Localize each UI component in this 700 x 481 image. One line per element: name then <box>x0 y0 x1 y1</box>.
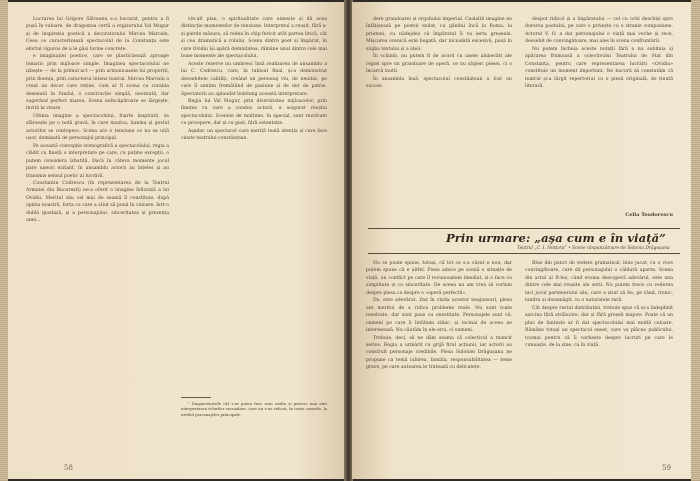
page-number-right: 59 <box>662 464 671 472</box>
footnote-block <box>181 394 327 417</box>
paragraph: Nu se poate spune, totuși, că tot ce s-a văzut e nou; dar putem spune că e altfel. Piesa aduce pe scenă o situație de viață, un conflict pe care îl recunoaștem imediat, și o face cu simplitate și cu sinceritate. De aceea nu am vrea să vorbim despre piesa ca despre o «operă perfectă». <box>366 261 512 296</box>
paragraph: Ultima imagine a spectacolului, foarte inspirată, se sfârșește pe o notă gravă, în care muzica, lumina și gestul actorilor se contopesc. Scena are o tensiune ce nu se uită ușor, dominată de personajul principal. <box>26 113 169 142</box>
paragraph: Da, este adevărat. Dar în ciuda acestor neajunsuri, piesa are meritul de a ridica probleme reale. Nu sunt toate rezolvate, dar sunt puse cu onestitate. Personajele sunt vii, oameni pe care îi întâlnim zilnic, și tocmai de aceea ne interesează. Nu căutăm în ele eroi, ci oameni. <box>366 298 512 334</box>
author-signature: Cella Teodorescu <box>625 212 673 218</box>
right-column-1-top <box>366 16 512 91</box>
article-subheading: Teatrul „C. I. Nottara” • Scene răspunzătoare de Sidonia Drăgușanu <box>517 246 670 251</box>
paragraph: Aceste rezerve nu umbresc însă realizarea de ansamblu a lui C. Codrescu, care, în tabloul final, și-a demonstrat deosebitele calități, creând un personaj viu, de neuitat, pe care îl simțim fremătând de pasiune și de dor de patrie. Spectatorii au aplaudat îndelung această interpretare. <box>181 61 327 97</box>
right-page <box>352 2 691 479</box>
left-column-1 <box>26 16 169 225</box>
left-page <box>8 2 345 479</box>
paragraph: Trebuie, deci, să ne dăm seama că colectivul a muncit serios. Regia a urmărit cu grijă firul acțiunii, iar actorii au construit personaje credibile. Piesa Sidoniei Drăgușanu ne propune ca temă iubirea, familia, responsabilitatea — teme grave, pe care autoarea le tratează cu delicatețe. <box>366 335 512 371</box>
paragraph: În ansamblu însă, spectacolul constănțean a fost un succes. <box>366 76 512 90</box>
paragraph: despot ridicol și a împăratului — cel cu ochi deschiși spre durerea poetului, pe care o privește cu o stranie compasiune. Actorul V. O. a dat personajului o viață mai veche și rece, deosebit de convingătoare, mai ales în scena confruntării. <box>525 17 673 45</box>
left-column-2 <box>181 16 327 143</box>
right-column-2-top <box>525 16 673 91</box>
paragraph: Regia lui Val Mugur, prin diversitatea mijloacelor, prin finețea cu care a condus actorii, a asigurat reușita spectacolului. Scenele de mulțime, în special, sunt rezolvate cu pricepere, dar și cu gust, fără ostentație. <box>181 98 327 127</box>
paragraph: dere grandoarei și orgoliului imperial. Cealaltă imagine ne înfățișează pe poetul exilat, cu gândul încă la Roma, la prieteni, cu nădejdea că împăratul îi va ierta greșeala. Mișcarea scenică este bogată, dar niciodată excesivă, pusă în slujba textului și a ideii. <box>366 17 512 52</box>
page-edge-left <box>0 0 8 481</box>
paragraph: Pe această concepție scenografică a spectacolului, regia a clădit cu fineță o interpretare pe care, cu puține excepții, o putem considera izbutită. Dacă în câteva momente jocul pare uneori ezitant, în ansamblu actorii au înțeles și au transmis sensul poetic al lucrării. <box>26 143 169 179</box>
page-number-left: 58 <box>64 464 73 472</box>
paragraph: Cât despre restul distribuției, trebuie spus că și-a îndeplinit sarcina fără strălucire, dar și fără greșeli majore. Poate că un plus de fantezie ar fi dat spectacolului mai multă culoare. Rămâne totuși un spectacol onest, care va plăcea publicului, tocmai pentru că îi vorbește despre lucruri pe care le cunoaște, de la sine, ca în viață. <box>525 305 673 348</box>
heading-rule-top <box>368 228 680 229</box>
paragraph: Nu putem încheia aceste notații fără a nu sublinia și apărarea frumoasă a colectivului Teatrului de Stat din Constanța, pentru care reprezentarea lucrării «Ovidiu» constituie un moment important. Ne bucură să constatăm că teatrul și-a lărgit repertoriul cu o piesă originală, de ținută literară. <box>525 46 673 90</box>
heading-rule-bottom <box>368 253 680 254</box>
paragraph: e imaginației poetice, care se plasticizează aproape tematic prin mijloace simple. Imaginea spectacolului ne izbește — de la primul act — prin armonioasele lui proporții, prin fluența, prin caracterul intens teatral. Mircea Marosin a creat un decor care reține, cum ar fi scena cu corabia desenată în fundal, o construcție simplă, neornată, dar sugerând perfect marea. Scena neîncăpătoare se lărgește, invită la visare. <box>26 54 169 112</box>
paragraph: vin-alt plan, o spiritualitate care uimește și dă acea distincție momentelor de tensiune. Interpretul a reușit, fără a-și pierde măsura, să redea în chip fericit atât partea lirică, cât și cea dramatică a rolului. Scena dintre poet și împărat, în care Ovidiu își apără demnitatea, rămâne unul dintre cele mai bune momente ale spectacolului. <box>181 17 327 60</box>
page-edge-right <box>691 0 700 481</box>
right-column-1-bottom <box>366 260 512 372</box>
paragraph: Constantin Codrescu (în reprezentarea de la Teatrul Armatei din București) ne-a oferit o imagine înfiorată a lui Ovidiu. Meritul său cel mai de seamă îl constituie, după opinia noastră, forța cu care a știut să pună în valoare, într-o dublă ipostază, și a personajului, sinceritatea și prezența unei... <box>26 180 169 224</box>
footnote-rule <box>181 397 211 398</box>
paragraph: Blue din punct de vedere gramatical, bine jucat, cu o voce convingătoare, care dă personajului o căldură aparte. Scena din actul al II-lea, când eroina descoperă adevărul, este una dintre cele mai reușite ale serii. Nu putem trece cu vederea nici jocul partenerului său, care a știut să fie, pe rând, ironic, tandru și dezamăgit, cu o naturalețe rară. <box>525 261 673 304</box>
paragraph: Lucrarea lui Grigore Sălceanu s-a bucurat, pentru a fi pusă în valoare, de dragostea certă a regizorului Val Mugur și de inspirația poetică a decoratorului Mircea Marosin. Ceea ce caracterizează spectacolul de la Constanța este efortul viguros de a le găsi forme concrete. <box>26 17 169 52</box>
signature-block <box>525 209 673 219</box>
paragraph: În schimb, nu putem fi de acord cu unele alunecări ale regiei spre un grandoare de operă, ce nu slujesc piesei, ci o încarcă inutil. <box>366 54 512 75</box>
footnote-text: ¹ Diagnosticările cât s-ar putea face sunt multe și privesc mai ales interpretarea rolurilor secundare, care nu s-au ridicat, în toate cazurile, la nivelul personajelor principale. <box>181 400 327 417</box>
article-heading: Prin urmare: „așa cum e în viață” <box>446 231 666 245</box>
paragraph: Așadar, un spectacol care merită toată atenția și care face cinste teatrului constănțean. <box>181 128 327 142</box>
right-column-2-bottom <box>525 260 673 349</box>
